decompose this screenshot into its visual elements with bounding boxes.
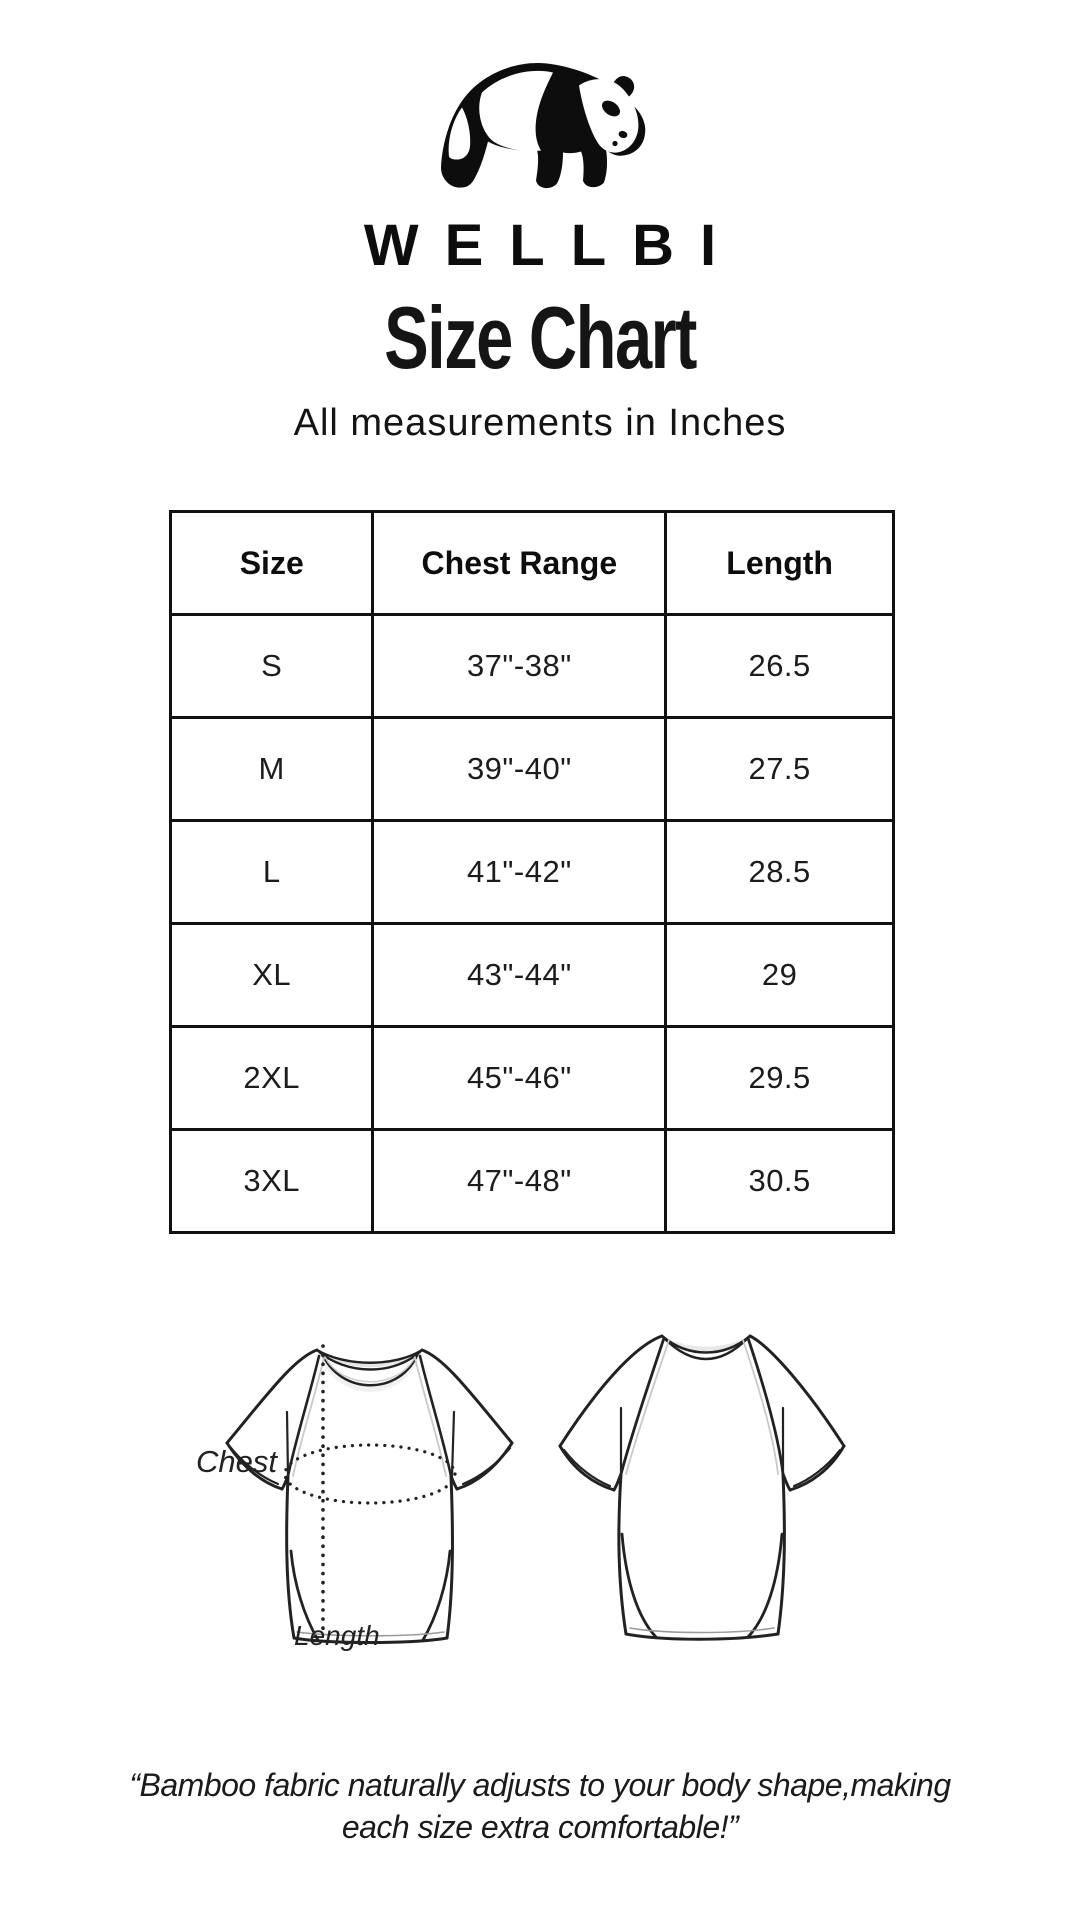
table-row: [171, 821, 894, 924]
length-measurement-label: Length: [294, 1620, 380, 1651]
table-row: [171, 615, 894, 718]
cell-size: M: [171, 718, 373, 821]
table-row: [171, 718, 894, 821]
size-table-header-row: [171, 512, 894, 615]
footer-quote-line-2: each size extra comfortable!”: [341, 1809, 739, 1845]
cell-size: L: [171, 821, 373, 924]
chest-measurement-label: Chest: [196, 1444, 277, 1479]
footer-quote: [90, 1764, 990, 1848]
cell-length: 26.5: [666, 615, 894, 718]
column-header-size: Size: [171, 512, 373, 615]
table-row: [171, 924, 894, 1027]
panda-logo-icon: [427, 46, 657, 192]
cell-chest: 37"-38": [373, 615, 666, 718]
page-title: Size Chart: [384, 288, 696, 387]
cell-size: S: [171, 615, 373, 718]
cell-chest: 47"-48": [373, 1130, 666, 1233]
cell-chest: 39"-40": [373, 718, 666, 821]
cell-length: 29: [666, 924, 894, 1027]
cell-size: 2XL: [171, 1027, 373, 1130]
tshirt-back-diagram: [548, 1322, 848, 1654]
footer-quote-line-1: “Bamboo fabric naturally adjusts to your body shape,making: [129, 1767, 951, 1803]
cell-chest: 41"-42": [373, 821, 666, 924]
column-header-chest: Chest Range: [373, 512, 666, 615]
table-row: [171, 1130, 894, 1233]
brand-name: WELLBI: [363, 213, 743, 278]
cell-length: 27.5: [666, 718, 894, 821]
tshirt-front-diagram: [218, 1326, 523, 1660]
cell-length: 29.5: [666, 1027, 894, 1130]
cell-length: 28.5: [666, 821, 894, 924]
cell-chest: 45"-46": [373, 1027, 666, 1130]
cell-length: 30.5: [666, 1130, 894, 1233]
cell-chest: 43"-44": [373, 924, 666, 1027]
cell-size: XL: [171, 924, 373, 1027]
cell-size: 3XL: [171, 1130, 373, 1233]
table-row: [171, 1027, 894, 1130]
column-header-length: Length: [666, 512, 894, 615]
size-table: [169, 510, 895, 1234]
page-subtitle: All measurements in Inches: [293, 402, 787, 444]
